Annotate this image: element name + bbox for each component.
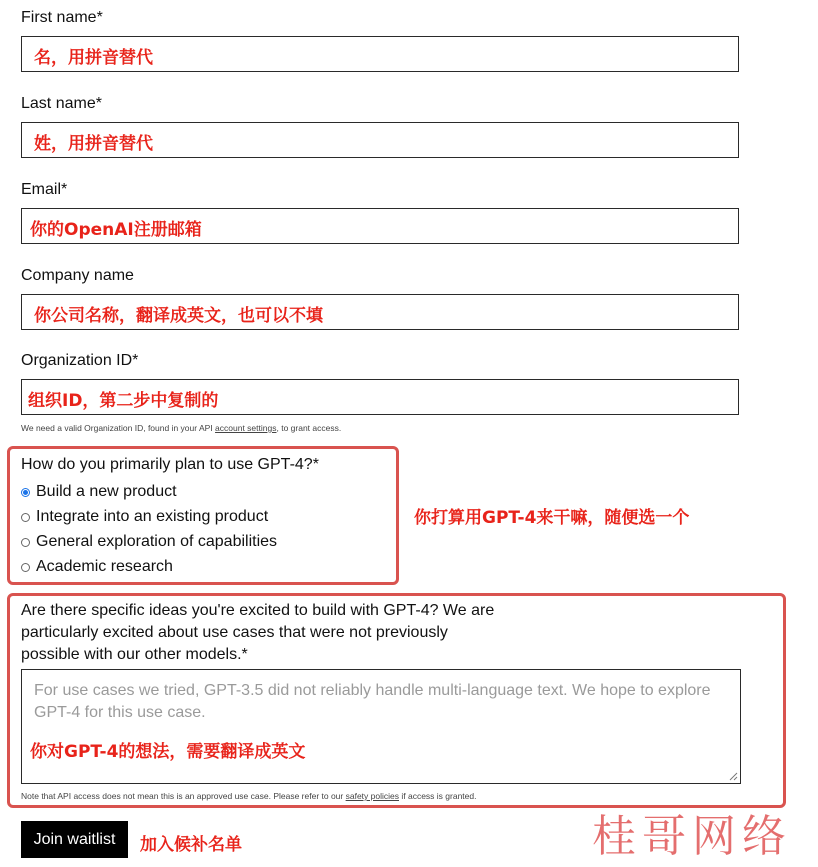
org-id-hint: We need a valid Organization ID, found in your API account settings, to grant access. bbox=[21, 423, 342, 433]
last-name-annotation: 姓，用拼音替代 bbox=[34, 134, 153, 154]
radio-build-new-product[interactable] bbox=[21, 483, 177, 501]
radio-label: Build a new product bbox=[36, 483, 177, 500]
org-id-label: Organization ID* bbox=[21, 352, 139, 369]
ideas-annotation: 你对GPT-4的想法，需要翻译成英文 bbox=[30, 742, 306, 762]
radio-label: General exploration of capabilities bbox=[36, 533, 278, 550]
radio-checked-icon bbox=[21, 488, 30, 497]
usage-annotation: 你打算用GPT-4来干嘛，随便选一个 bbox=[414, 508, 690, 528]
first-name-input[interactable] bbox=[21, 36, 739, 72]
radio-unchecked-icon bbox=[21, 563, 30, 572]
ideas-placeholder: For use cases we tried, GPT-3.5 did not reliably handle multi-language text. We hope to explore GPT-4 for this use case. bbox=[34, 682, 711, 721]
last-name-input[interactable] bbox=[21, 122, 739, 158]
resize-grip-icon[interactable] bbox=[728, 771, 738, 781]
company-input[interactable] bbox=[21, 294, 739, 330]
radio-unchecked-icon bbox=[21, 513, 30, 522]
watermark: 桂哥网络 bbox=[592, 811, 792, 862]
radio-label: Integrate into an existing product bbox=[36, 508, 269, 525]
last-name-label: Last name* bbox=[21, 95, 102, 112]
company-annotation: 你公司名称，翻译成英文，也可以不填 bbox=[34, 306, 323, 326]
submit-annotation: 加入候补名单 bbox=[140, 835, 242, 855]
radio-integrate-existing[interactable] bbox=[21, 508, 268, 526]
org-id-input[interactable] bbox=[21, 379, 739, 415]
radio-unchecked-icon bbox=[21, 538, 30, 547]
first-name-annotation: 名，用拼音替代 bbox=[34, 48, 153, 68]
org-id-annotation: 组织ID，第二步中复制的 bbox=[28, 391, 219, 411]
radio-academic-research[interactable] bbox=[21, 558, 173, 576]
ideas-textarea[interactable] bbox=[21, 669, 741, 784]
email-annotation: 你的OpenAI注册邮箱 bbox=[30, 220, 202, 240]
ideas-note: Note that API access does not mean this is an approved use case. Please refer to our safety policies if access is granted. bbox=[21, 791, 477, 801]
usage-question: How do you primarily plan to use GPT-4?* bbox=[21, 456, 319, 473]
account-settings-link[interactable]: account settings bbox=[215, 423, 277, 433]
company-label: Company name bbox=[21, 267, 134, 284]
join-waitlist-button[interactable]: Join waitlist bbox=[21, 821, 128, 858]
email-label: Email* bbox=[21, 181, 68, 198]
ideas-question: Are there specific ideas you're excited to build with GPT-4? We are particularly excited about use cases that were not previously possible with our other models.* bbox=[21, 602, 495, 663]
radio-label: Academic research bbox=[36, 558, 173, 575]
first-name-label: First name* bbox=[21, 9, 103, 26]
radio-general-exploration[interactable] bbox=[21, 533, 277, 551]
safety-policies-link[interactable]: safety policies bbox=[345, 791, 399, 801]
email-input[interactable] bbox=[21, 208, 739, 244]
